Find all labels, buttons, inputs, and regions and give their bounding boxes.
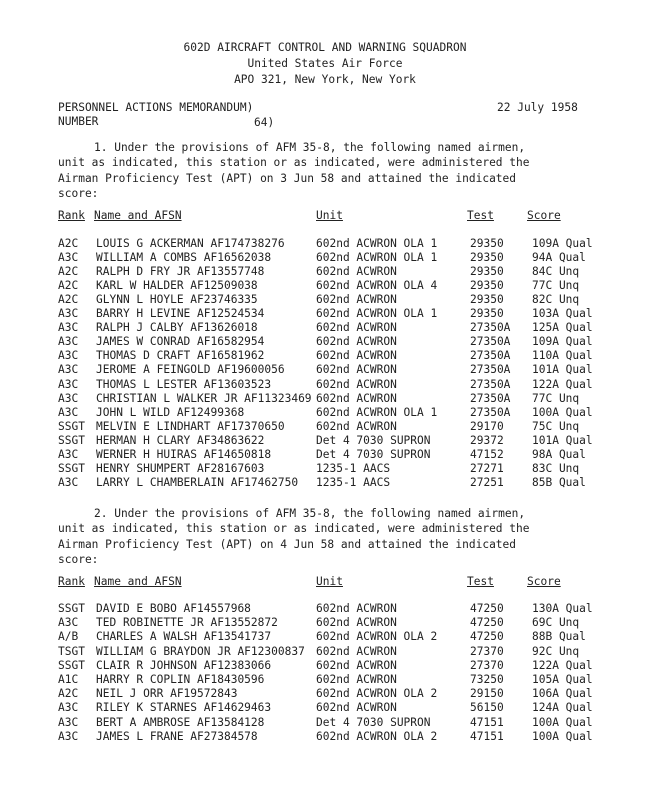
table-row bbox=[0, 730, 650, 744]
test-cell: 27350A bbox=[470, 391, 511, 405]
unit-cell: 602nd ACWRON bbox=[316, 419, 397, 433]
rank-cell: A3C bbox=[58, 405, 79, 419]
name-afsn-cell: CHRISTIAN L WALKER JR AF11323469 bbox=[96, 391, 312, 405]
test-cell: 29350 bbox=[470, 265, 504, 279]
rank-cell: SSGT bbox=[58, 602, 85, 615]
rank-cell: TSGT bbox=[58, 644, 85, 658]
test-cell: 29350 bbox=[470, 237, 504, 250]
unit-cell: Det 4 7030 SUPRON bbox=[316, 433, 431, 447]
table-row bbox=[0, 279, 650, 293]
test-cell: 47250 bbox=[470, 602, 504, 615]
name-afsn-cell: BARRY H LEVINE AF12524534 bbox=[96, 307, 265, 321]
name-afsn-cell: THOMAS L LESTER AF13603523 bbox=[96, 377, 272, 391]
rank-cell: A3C bbox=[58, 335, 79, 349]
table-row bbox=[0, 237, 650, 251]
table-row bbox=[0, 293, 650, 307]
table-row bbox=[0, 349, 650, 363]
table-row bbox=[0, 378, 650, 392]
unit-cell: 602nd ACWRON OLA 2 bbox=[316, 630, 438, 644]
name-afsn-cell: JAMES L FRANE AF27384578 bbox=[96, 729, 258, 743]
rank-cell: A3C bbox=[58, 391, 79, 405]
unit-cell: Det 4 7030 SUPRON bbox=[316, 447, 431, 461]
unit-cell: 602nd ACWRON bbox=[316, 391, 397, 405]
paragraph-line: unit as indicated, this station or as indicated, were administered the bbox=[58, 156, 530, 170]
unit-cell: 602nd ACWRON OLA 1 bbox=[316, 405, 438, 419]
unit-cell: 602nd ACWRON bbox=[316, 644, 397, 658]
unit-cell: 602nd ACWRON bbox=[316, 335, 397, 349]
table-row bbox=[0, 321, 650, 335]
unit-cell: 602nd ACWRON bbox=[316, 363, 397, 377]
name-afsn-cell: JOHN L WILD AF12499368 bbox=[96, 405, 245, 419]
test-cell: 29150 bbox=[470, 687, 504, 701]
test-cell: 29350 bbox=[470, 307, 504, 321]
unit-cell: 602nd ACWRON bbox=[316, 377, 397, 391]
name-afsn-cell: HENRY SHUMPERT AF28167603 bbox=[96, 461, 265, 475]
name-afsn-cell: TED ROBINETTE JR AF13552872 bbox=[96, 616, 278, 630]
test-cell: 27370 bbox=[470, 644, 504, 658]
name-afsn-cell: KARL W HALDER AF12509038 bbox=[96, 279, 258, 293]
rank-cell: SSGT bbox=[58, 658, 85, 672]
table-row bbox=[0, 420, 650, 434]
test-cell: 47151 bbox=[470, 729, 504, 743]
rank-cell: A2C bbox=[58, 279, 79, 293]
test-cell: 47250 bbox=[470, 630, 504, 644]
name-afsn-cell: CLAIR R JOHNSON AF12383066 bbox=[96, 658, 272, 672]
paragraph-line: Airman Proficiency Test (APT) on 3 Jun 58 and attained the indicated bbox=[58, 171, 517, 185]
test-cell: 29350 bbox=[470, 279, 504, 293]
rank-cell: A3C bbox=[58, 729, 79, 743]
name-afsn-cell: CHARLES A WALSH AF13541737 bbox=[96, 630, 272, 644]
score-cell: 125A Qual bbox=[532, 321, 593, 335]
name-column-header: Name and AFSN bbox=[94, 209, 182, 222]
table-row bbox=[0, 616, 650, 630]
name-afsn-cell: WILLIAM A COMBS AF16562038 bbox=[96, 251, 272, 265]
paragraph-line: 2. Under the provisions of AFM 35-8, the following named airmen, bbox=[94, 507, 526, 520]
rank-cell: SSGT bbox=[58, 419, 85, 433]
test-cell: 29170 bbox=[470, 419, 504, 433]
table-row bbox=[0, 363, 650, 377]
score-cell: 103A Qual bbox=[532, 307, 593, 321]
name-afsn-cell: MELVIN E LINDHART AF17370650 bbox=[96, 419, 285, 433]
name-afsn-cell: BERT A AMBROSE AF13584128 bbox=[96, 715, 265, 729]
test-cell: 27370 bbox=[470, 658, 504, 672]
rank-cell: SSGT bbox=[58, 433, 85, 447]
score-cell: 100A Qual bbox=[532, 715, 593, 729]
table-row bbox=[0, 687, 650, 701]
paragraph-line: 1. Under the provisions of AFM 35-8, the following named airmen, bbox=[94, 141, 526, 154]
rank-cell: A3C bbox=[58, 377, 79, 391]
score-cell: 109A Qual bbox=[532, 335, 593, 349]
score-cell: 69C Unq bbox=[532, 616, 580, 630]
score-cell: 130A Qual bbox=[532, 602, 593, 615]
rank-cell: A2C bbox=[58, 687, 79, 701]
table-row bbox=[0, 307, 650, 321]
score-cell: 85B Qual bbox=[532, 475, 586, 489]
memo-date: 22 July 1958 bbox=[497, 101, 578, 114]
score-cell: 100A Qual bbox=[532, 405, 593, 419]
name-afsn-cell: HARRY R COPLIN AF18430596 bbox=[96, 673, 265, 686]
test-cell: 73250 bbox=[470, 673, 504, 686]
unit-cell: 602nd ACWRON bbox=[316, 265, 397, 279]
test-cell: 47151 bbox=[470, 715, 504, 729]
score-cell: 109A Qual bbox=[532, 237, 593, 250]
score-cell: 84C Unq bbox=[532, 265, 580, 279]
squadron-name: 602D AIRCRAFT CONTROL AND WARNING SQUADRON bbox=[183, 41, 467, 54]
score-cell: 98A Qual bbox=[532, 447, 586, 461]
rank-column-header: Rank bbox=[58, 575, 85, 588]
test-cell: 27350A bbox=[470, 321, 511, 335]
table-row bbox=[0, 265, 650, 279]
paragraph-line: Airman Proficiency Test (APT) on 4 Jun 58 and attained the indicated bbox=[58, 537, 517, 551]
name-afsn-cell: JEROME A FEINGOLD AF19600056 bbox=[96, 363, 285, 377]
score-cell: 122A Qual bbox=[532, 377, 593, 391]
table-row bbox=[0, 462, 650, 476]
address-line: APO 321, New York, New York bbox=[234, 73, 416, 86]
unit-column-header: Unit bbox=[316, 575, 343, 588]
name-afsn-cell: DAVID E BOBO AF14557968 bbox=[96, 602, 251, 615]
test-cell: 29372 bbox=[470, 433, 504, 447]
unit-cell: 602nd ACWRON OLA 1 bbox=[316, 307, 438, 321]
score-cell: 122A Qual bbox=[532, 658, 593, 672]
rank-cell: A3C bbox=[58, 349, 79, 363]
name-afsn-cell: THOMAS D CRAFT AF16581962 bbox=[96, 349, 265, 363]
table-row bbox=[0, 448, 650, 462]
memo-number: 64) bbox=[254, 116, 275, 129]
table-row bbox=[0, 406, 650, 420]
test-cell: 47152 bbox=[470, 447, 504, 461]
name-afsn-cell: WILLIAM G BRAYDON JR AF12300837 bbox=[96, 644, 305, 658]
rank-cell: A3C bbox=[58, 363, 79, 377]
test-cell: 56150 bbox=[470, 701, 504, 715]
name-afsn-cell: JAMES W CONRAD AF16582954 bbox=[96, 335, 265, 349]
unit-column-header: Unit bbox=[316, 209, 343, 222]
name-afsn-cell: LOUIS G ACKERMAN AF174738276 bbox=[96, 237, 285, 250]
unit-cell: 602nd ACWRON bbox=[316, 293, 397, 307]
unit-cell: 602nd ACWRON bbox=[316, 701, 397, 715]
score-cell: 75C Unq bbox=[532, 419, 580, 433]
table-row bbox=[0, 602, 650, 616]
name-afsn-cell: RALPH J CALBY AF13626018 bbox=[96, 321, 258, 335]
score-cell: 124A Qual bbox=[532, 701, 593, 715]
unit-cell: 602nd ACWRON bbox=[316, 658, 397, 672]
rank-cell: A1C bbox=[58, 673, 79, 686]
rank-cell: A3C bbox=[58, 701, 79, 715]
score-cell: 101A Qual bbox=[532, 363, 593, 377]
rank-cell: A3C bbox=[58, 616, 79, 630]
rank-cell: A3C bbox=[58, 475, 79, 489]
memo-title: PERSONNEL ACTIONS MEMORANDUM) bbox=[58, 101, 254, 114]
table-row bbox=[0, 673, 650, 687]
rank-cell: A2C bbox=[58, 237, 79, 250]
table-row bbox=[0, 335, 650, 349]
score-cell: 77C Unq bbox=[532, 391, 580, 405]
name-afsn-cell: WERNER H HUIRAS AF14650818 bbox=[96, 447, 272, 461]
test-cell: 27350A bbox=[470, 405, 511, 419]
score-cell: 77C Unq bbox=[532, 279, 580, 293]
unit-cell: 602nd ACWRON OLA 1 bbox=[316, 237, 438, 250]
test-column-header: Test bbox=[467, 575, 494, 588]
rank-cell: A3C bbox=[58, 321, 79, 335]
name-column-header: Name and AFSN bbox=[94, 575, 182, 588]
score-column-header: Score bbox=[527, 209, 561, 222]
unit-cell: 602nd ACWRON OLA 2 bbox=[316, 729, 438, 743]
test-cell: 47250 bbox=[470, 616, 504, 630]
rank-cell: SSGT bbox=[58, 461, 85, 475]
name-afsn-cell: RILEY K STARNES AF14629463 bbox=[96, 701, 272, 715]
table-row bbox=[0, 659, 650, 673]
test-cell: 27350A bbox=[470, 349, 511, 363]
unit-cell: 602nd ACWRON OLA 1 bbox=[316, 251, 438, 265]
table-row bbox=[0, 392, 650, 406]
name-afsn-cell: RALPH D FRY JR AF13557748 bbox=[96, 265, 265, 279]
unit-cell: 1235-1 AACS bbox=[316, 461, 391, 475]
unit-cell: 602nd ACWRON bbox=[316, 349, 397, 363]
name-afsn-cell: GLYNN L HOYLE AF23746335 bbox=[96, 293, 258, 307]
table-row bbox=[0, 701, 650, 715]
rank-cell: A/B bbox=[58, 630, 79, 644]
rank-cell: A3C bbox=[58, 307, 79, 321]
score-cell: 94A Qual bbox=[532, 251, 586, 265]
rank-cell: A3C bbox=[58, 715, 79, 729]
score-column-header: Score bbox=[527, 575, 561, 588]
name-afsn-cell: HERMAN H CLARY AF34863622 bbox=[96, 433, 265, 447]
table-row bbox=[0, 716, 650, 730]
table-row bbox=[0, 645, 650, 659]
test-cell: 27271 bbox=[470, 461, 504, 475]
test-cell: 27251 bbox=[470, 475, 504, 489]
unit-cell: 602nd ACWRON bbox=[316, 616, 397, 630]
rank-cell: A2C bbox=[58, 265, 79, 279]
table-row bbox=[0, 476, 650, 490]
rank-cell: A3C bbox=[58, 447, 79, 461]
name-afsn-cell: NEIL J ORR AF19572843 bbox=[96, 687, 238, 701]
section2-paragraph bbox=[58, 506, 590, 567]
score-cell: 92C Unq bbox=[532, 644, 580, 658]
unit-cell: Det 4 7030 SUPRON bbox=[316, 715, 431, 729]
rank-cell: A2C bbox=[58, 293, 79, 307]
unit-cell: 602nd ACWRON OLA 2 bbox=[316, 687, 438, 701]
score-cell: 83C Unq bbox=[532, 461, 580, 475]
unit-cell: 1235-1 AACS bbox=[316, 475, 391, 489]
score-cell: 106A Qual bbox=[532, 687, 593, 701]
test-cell: 27350A bbox=[470, 335, 511, 349]
paragraph-line: unit as indicated, this station or as indicated, were administered the bbox=[58, 522, 530, 536]
section1-paragraph bbox=[58, 140, 590, 201]
table-row bbox=[0, 251, 650, 265]
score-cell: 100A Qual bbox=[532, 729, 593, 743]
score-cell: 105A Qual bbox=[532, 673, 593, 686]
memo-number-label: NUMBER bbox=[58, 115, 99, 128]
rank-cell: A3C bbox=[58, 251, 79, 265]
unit-cell: 602nd ACWRON bbox=[316, 673, 397, 686]
test-column-header: Test bbox=[467, 209, 494, 222]
test-cell: 27350A bbox=[470, 363, 511, 377]
score-cell: 88B Qual bbox=[532, 630, 586, 644]
table-row bbox=[0, 630, 650, 644]
table-row bbox=[0, 434, 650, 448]
unit-cell: 602nd ACWRON bbox=[316, 321, 397, 335]
test-cell: 27350A bbox=[470, 377, 511, 391]
score-cell: 82C Unq bbox=[532, 293, 580, 307]
rank-column-header: Rank bbox=[58, 209, 85, 222]
unit-cell: 602nd ACWRON bbox=[316, 602, 397, 615]
test-cell: 29350 bbox=[470, 251, 504, 265]
score-cell: 110A Qual bbox=[532, 349, 593, 363]
unit-cell: 602nd ACWRON OLA 4 bbox=[316, 279, 438, 293]
paragraph-line: score: bbox=[58, 186, 99, 200]
paragraph-line: score: bbox=[58, 552, 99, 566]
score-cell: 101A Qual bbox=[532, 433, 593, 447]
test-cell: 29350 bbox=[470, 293, 504, 307]
name-afsn-cell: LARRY L CHAMBERLAIN AF17462750 bbox=[96, 475, 299, 489]
service-name: United States Air Force bbox=[247, 57, 403, 70]
